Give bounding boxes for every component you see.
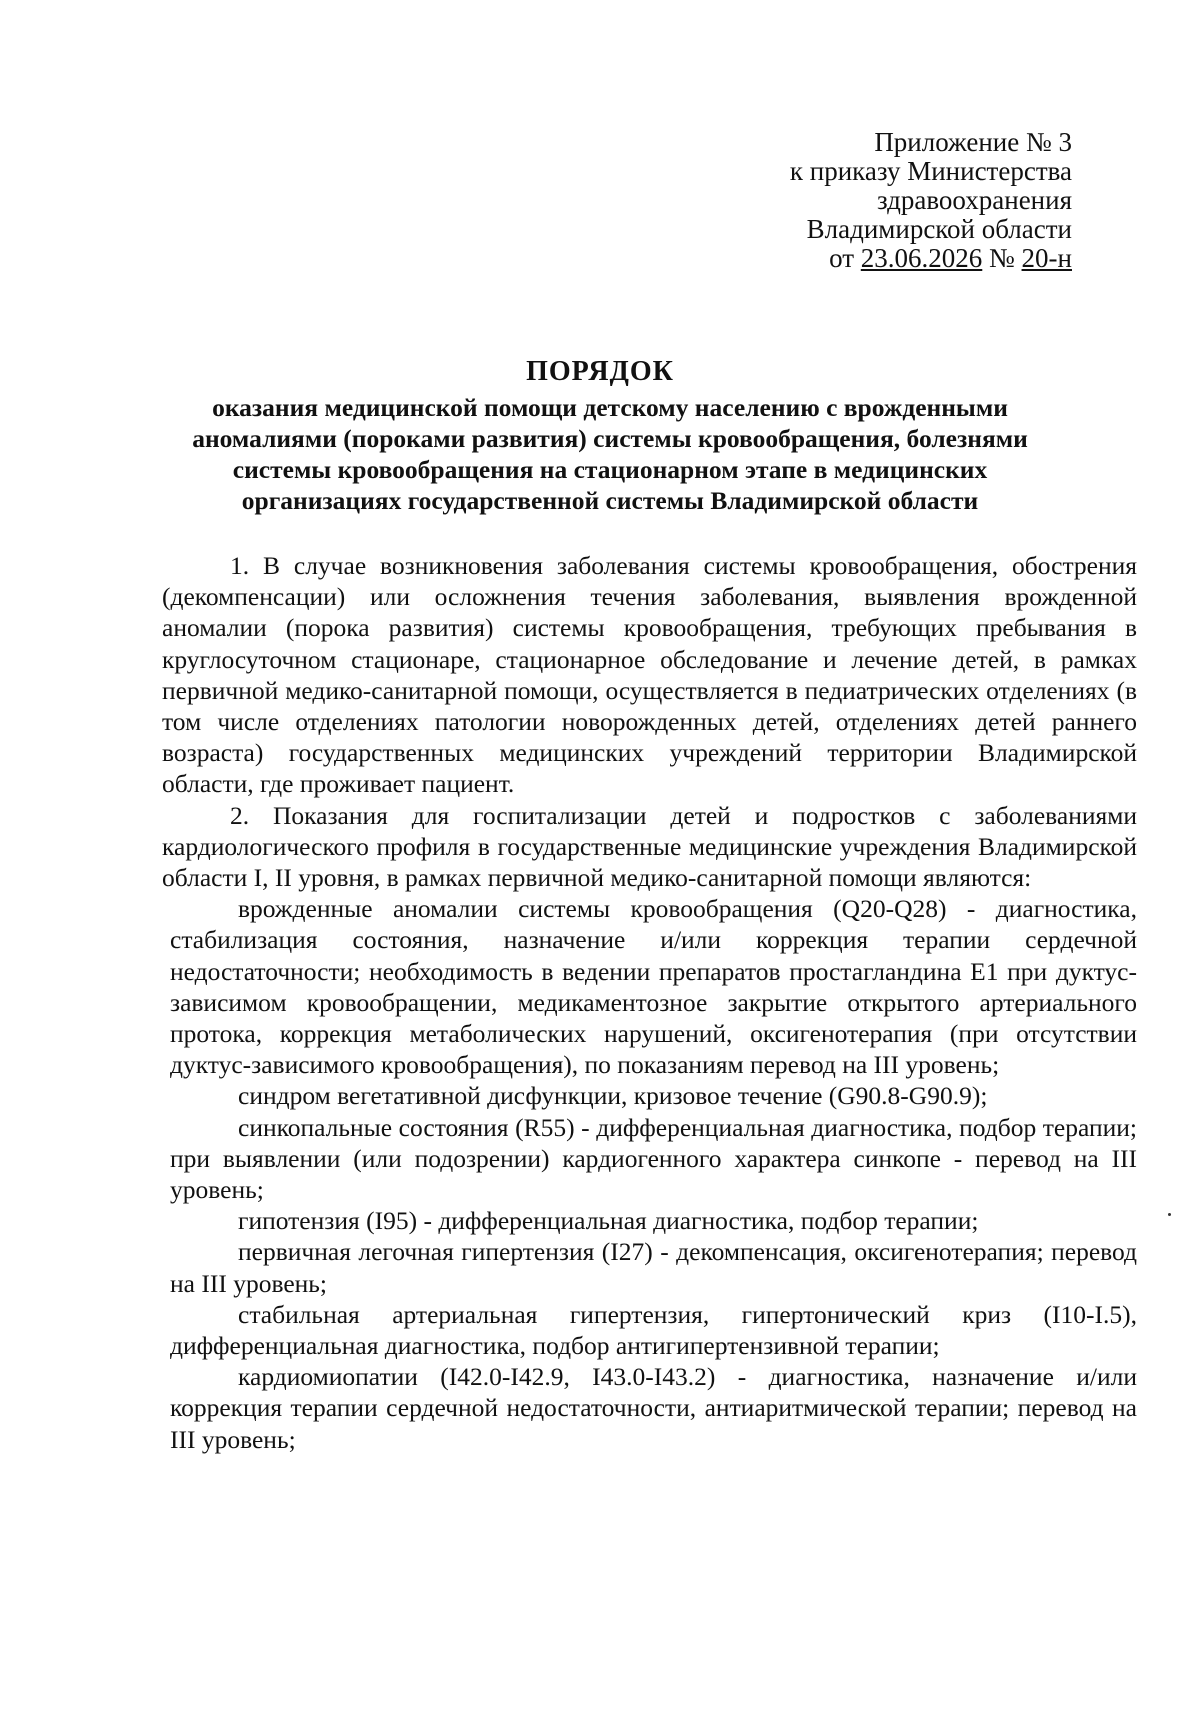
paragraph: 1. В случае возникновения заболевания системы кровообращения, обострения (декомпенсации) или осложнения течения заболевания, выявления врожденной аномалии (порока развития) системы кровообращения, требующих пребывания в круглосуточном стационаре, стационарное обследование и лечение детей, в рамках первичной медико-санитарной помощи, осуществляется в педиатрических отделениях (в том числе отделениях патологии новорожденных детей, отделениях детей раннего возраста) государственных медицинских учреждений территории Владимирской области, где проживает пациент.: [162, 551, 1137, 799]
list-item: первичная легочная гипертензия (I27) - декомпенсация, оксигенотерапия; перевод на III уровень;: [170, 1237, 1137, 1298]
appendix-date-line: [790, 244, 1072, 273]
date-prefix: от: [829, 243, 861, 273]
appendix-line: Приложение № 3: [874, 127, 1072, 157]
appendix-line: Владимирской области: [806, 214, 1072, 244]
list-item: гипотензия (I95) - дифференциальная диагностика, подбор терапии;: [238, 1206, 979, 1236]
appendix-line: к приказу Министерства: [789, 156, 1072, 186]
appendix-line: здравоохранения: [876, 185, 1072, 215]
order-date: 23.06.2026: [860, 243, 983, 273]
appendix-block: [790, 128, 1072, 273]
list-item: синкопальные состояния (R55) - дифференциальная диагностика, подбор терапии; при выявлении (или подозрении) кардиогенного характера синкопе - перевод на III уровень;: [170, 1112, 1137, 1205]
number-prefix: №: [982, 243, 1022, 273]
order-number: 20-н: [1021, 243, 1072, 273]
document-subtitle: оказания медицинской помощи детскому населению с врожденными аномалиями (пороками развития) системы кровообращения, болезнями системы кровообращения на стационарном этапе в медицинских организациях государственной системы Владимирской области: [192, 393, 1028, 515]
document-body: [162, 550, 1137, 1455]
list-item: кардиомиопатии (I42.0-I42.9, I43.0-I43.2) - диагностика, назначение и/или коррекция терапии сердечной недостаточности, антиаритмической терапии; перевод на III уровень;: [170, 1362, 1137, 1454]
list-item: стабильная артериальная гипертензия, гипертонический криз (I10-I.5), дифференциальная диагностика, подбор антигипертензивной терапии;: [170, 1299, 1137, 1361]
list-item: синдром вегетативной дисфункции, кризовое течение (G90.8-G90.9);: [238, 1081, 988, 1111]
list-item: врожденные аномалии системы кровообращения (Q20-Q28) - диагностика, стабилизация состояния, назначение и/или коррекция терапии сердечной недостаточности; необходимость в ведении препаратов простагландина Е1 при дуктус-зависимом кровообращении, медикаментозное закрытие открытого артериального протока, коррекция метаболических нарушений, оксигенотерапия (при отсутствии дуктус-зависимого кровообращения), по показаниям перевод на III уровень;: [170, 894, 1137, 1080]
scan-speck: [1168, 1213, 1171, 1216]
indications-list: [170, 893, 1137, 1455]
document-title: ПОРЯДОК: [526, 356, 674, 387]
paragraph: 2. Показания для госпитализации детей и подростков с заболеваниями кардиологического профиля в государственные медицинские учреждения Владимирской области I, II уровня, в рамках первичной медико-санитарной помощи являются:: [162, 800, 1137, 893]
